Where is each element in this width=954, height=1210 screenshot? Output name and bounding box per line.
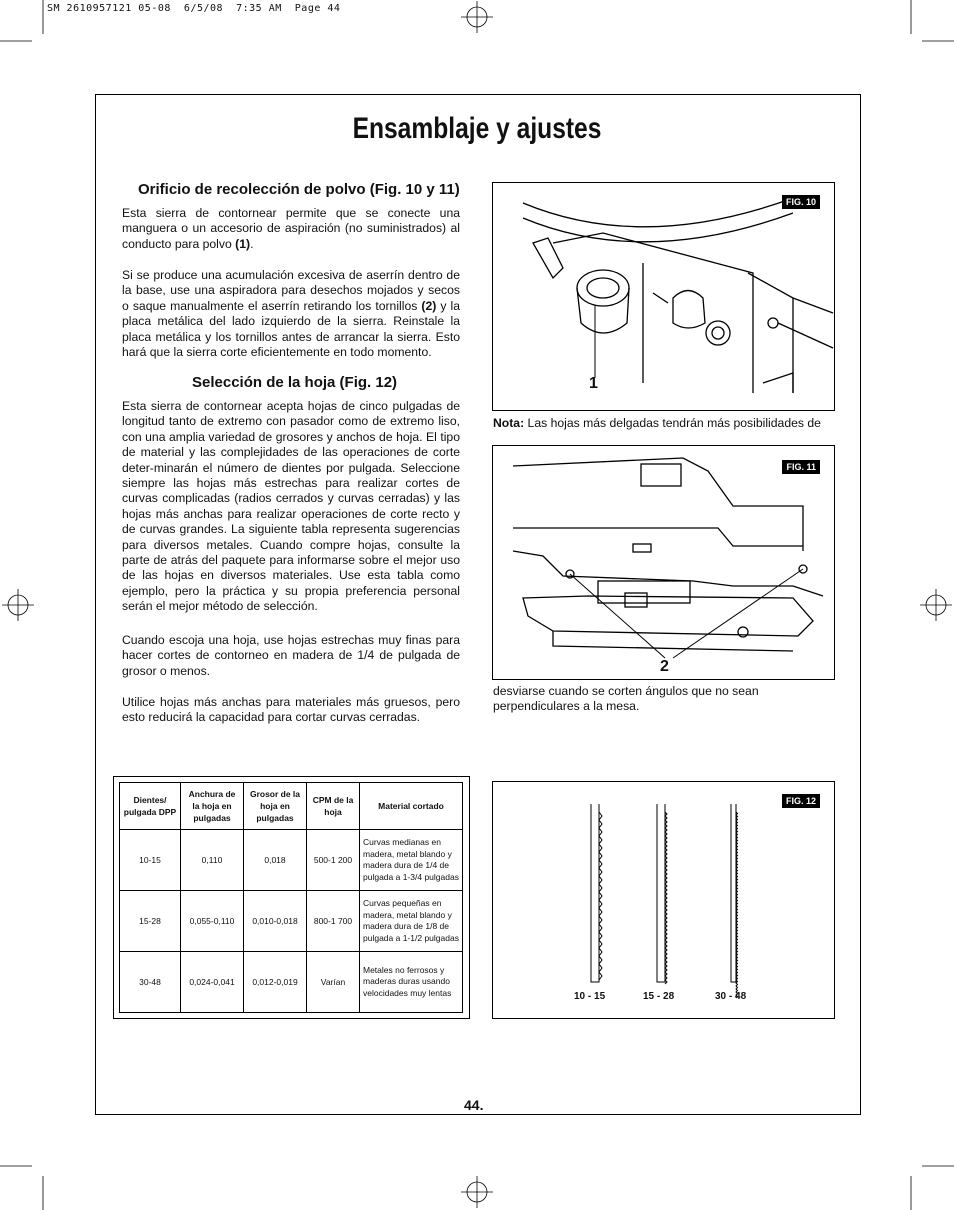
cell-thickness: 0,010-0,018 bbox=[244, 891, 307, 952]
cell-cpm: 800-1 700 bbox=[307, 891, 360, 952]
header-material: Material cortado bbox=[360, 783, 463, 830]
note-line-1: Nota: Las hojas más delgadas tendrán más posibilidades de bbox=[493, 416, 821, 430]
fig10-illustration bbox=[493, 183, 834, 410]
figure-12 bbox=[492, 781, 835, 1019]
cell-material: Metales no ferrosos y maderas duras usando velocidades muy lentas bbox=[360, 952, 463, 1013]
cell-teeth: 15-28 bbox=[120, 891, 181, 952]
table-row bbox=[120, 891, 463, 952]
table-row bbox=[120, 830, 463, 891]
fig10-tag: FIG. 10 bbox=[782, 195, 820, 209]
cell-thickness: 0,012-0,019 bbox=[244, 952, 307, 1013]
cell-material: Curvas pequeñas en madera, metal blando y madera dura de 1/8 de pulgada a 1-1/2 pulgadas bbox=[360, 891, 463, 952]
print-slug: SM 2610957121 05-08 6/5/08 7:35 AM Page 44 bbox=[47, 3, 341, 14]
cell-material: Curvas medianas en madera, metal blando y madera dura de 1/4 de pulgada a 1-3/4 pulgadas bbox=[360, 830, 463, 891]
fig11-callout-2: 2 bbox=[660, 658, 669, 675]
paragraph-blade-2: Cuando escoja una hoja, use hojas estrechas muy finas para hacer cortes de contorneo en madera de 1/4 de pulgada de grosor o menos. bbox=[122, 633, 460, 678]
figure-10 bbox=[492, 182, 835, 411]
cell-teeth: 10-15 bbox=[120, 830, 181, 891]
blade-table-box bbox=[113, 776, 470, 1019]
cell-teeth: 30-48 bbox=[120, 952, 181, 1013]
fig11-tag: FIG. 11 bbox=[782, 460, 820, 474]
fig12-tag: FIG. 12 bbox=[782, 794, 820, 808]
figure-11 bbox=[492, 445, 835, 680]
cell-thickness: 0,018 bbox=[244, 830, 307, 891]
note-continued: desviarse cuando se corten ángulos que no sean perpendiculares a la mesa. bbox=[493, 684, 759, 714]
table-header-row bbox=[120, 783, 463, 830]
header-thickness: Grosor de la hoja en pulgadas bbox=[244, 783, 307, 830]
fig11-illustration bbox=[493, 446, 834, 679]
page-title: Ensamblaje y ajustes bbox=[352, 112, 602, 145]
cell-cpm: 500-1 200 bbox=[307, 830, 360, 891]
table-row bbox=[120, 952, 463, 1013]
page-number: 44. bbox=[464, 1097, 484, 1113]
paragraph-blade-1: Esta sierra de contornear acepta hojas de cinco pulgadas de longitud tanto de extremo con pasador como de extremo liso, con una amplia variedad de grosores y anchos de hoja. El tipo de material y las complejidades de las operaciones de corte deter-minarán el número de dientes por pulgada. Seleccione siempre las hojas más estrechas para realizar cortes de curvas complicadas (radios cerrados y curvas cerradas) y las hojas más anchas para realizar operaciones de corte recto y de curvas grandes. La siguiente tabla representa sugerencias para diversos metales. Cuando compre hojas, consulte la parte de atrás del paquete para informarse sobre el mejor uso de las hojas en diversos materiales. Use esta tabla como ejemplo, pero la práctica y su propia preferencia personal serán el mejor método de selección. bbox=[122, 399, 460, 614]
header-teeth: Dientes/ pulgada DPP bbox=[120, 783, 181, 830]
paragraph-dust-port-1: Esta sierra de contornear permite que se conecte una manguera o un accesorio de aspiración (no suministrados) al conducto para polvo (1). bbox=[122, 206, 460, 251]
fig12-illustration bbox=[493, 782, 834, 1018]
fig12-label-fine: 30 - 48 bbox=[715, 991, 747, 1002]
header-cpm: CPM de la hoja bbox=[307, 783, 360, 830]
cell-width: 0,110 bbox=[181, 830, 244, 891]
blade-selection-table bbox=[119, 782, 463, 1013]
fig12-label-coarse: 10 - 15 bbox=[574, 991, 606, 1002]
section-heading-dust-port: Orificio de recolección de polvo (Fig. 10 y 11) bbox=[138, 181, 460, 198]
cell-width: 0,055-0,110 bbox=[181, 891, 244, 952]
paragraph-blade-3: Utilice hojas más anchas para materiales más gruesos, pero esto reducirá la capacidad para cortar curvas cerradas. bbox=[122, 695, 460, 725]
header-width: Anchura de la hoja en pulgadas bbox=[181, 783, 244, 830]
section-heading-blade-selection: Selección de la hoja (Fig. 12) bbox=[192, 374, 398, 391]
paragraph-dust-port-2: Si se produce una acumulación excesiva de aserrín dentro de la base, use una aspiradora para desechos mojados y secos o saque manualmente el aserrín retirando los tornillos (2) y la placa metálica del lado izquierdo de la sierra. Reinstale la placa metálica y los tornillos antes de arrancar la sierra. Esto hará que la sierra corte eficientemente en todo momento. bbox=[122, 268, 460, 360]
fig12-label-medium: 15 - 28 bbox=[643, 991, 675, 1002]
cell-width: 0,024-0,041 bbox=[181, 952, 244, 1013]
fig10-callout-1: 1 bbox=[589, 375, 598, 392]
cell-cpm: Varían bbox=[307, 952, 360, 1013]
